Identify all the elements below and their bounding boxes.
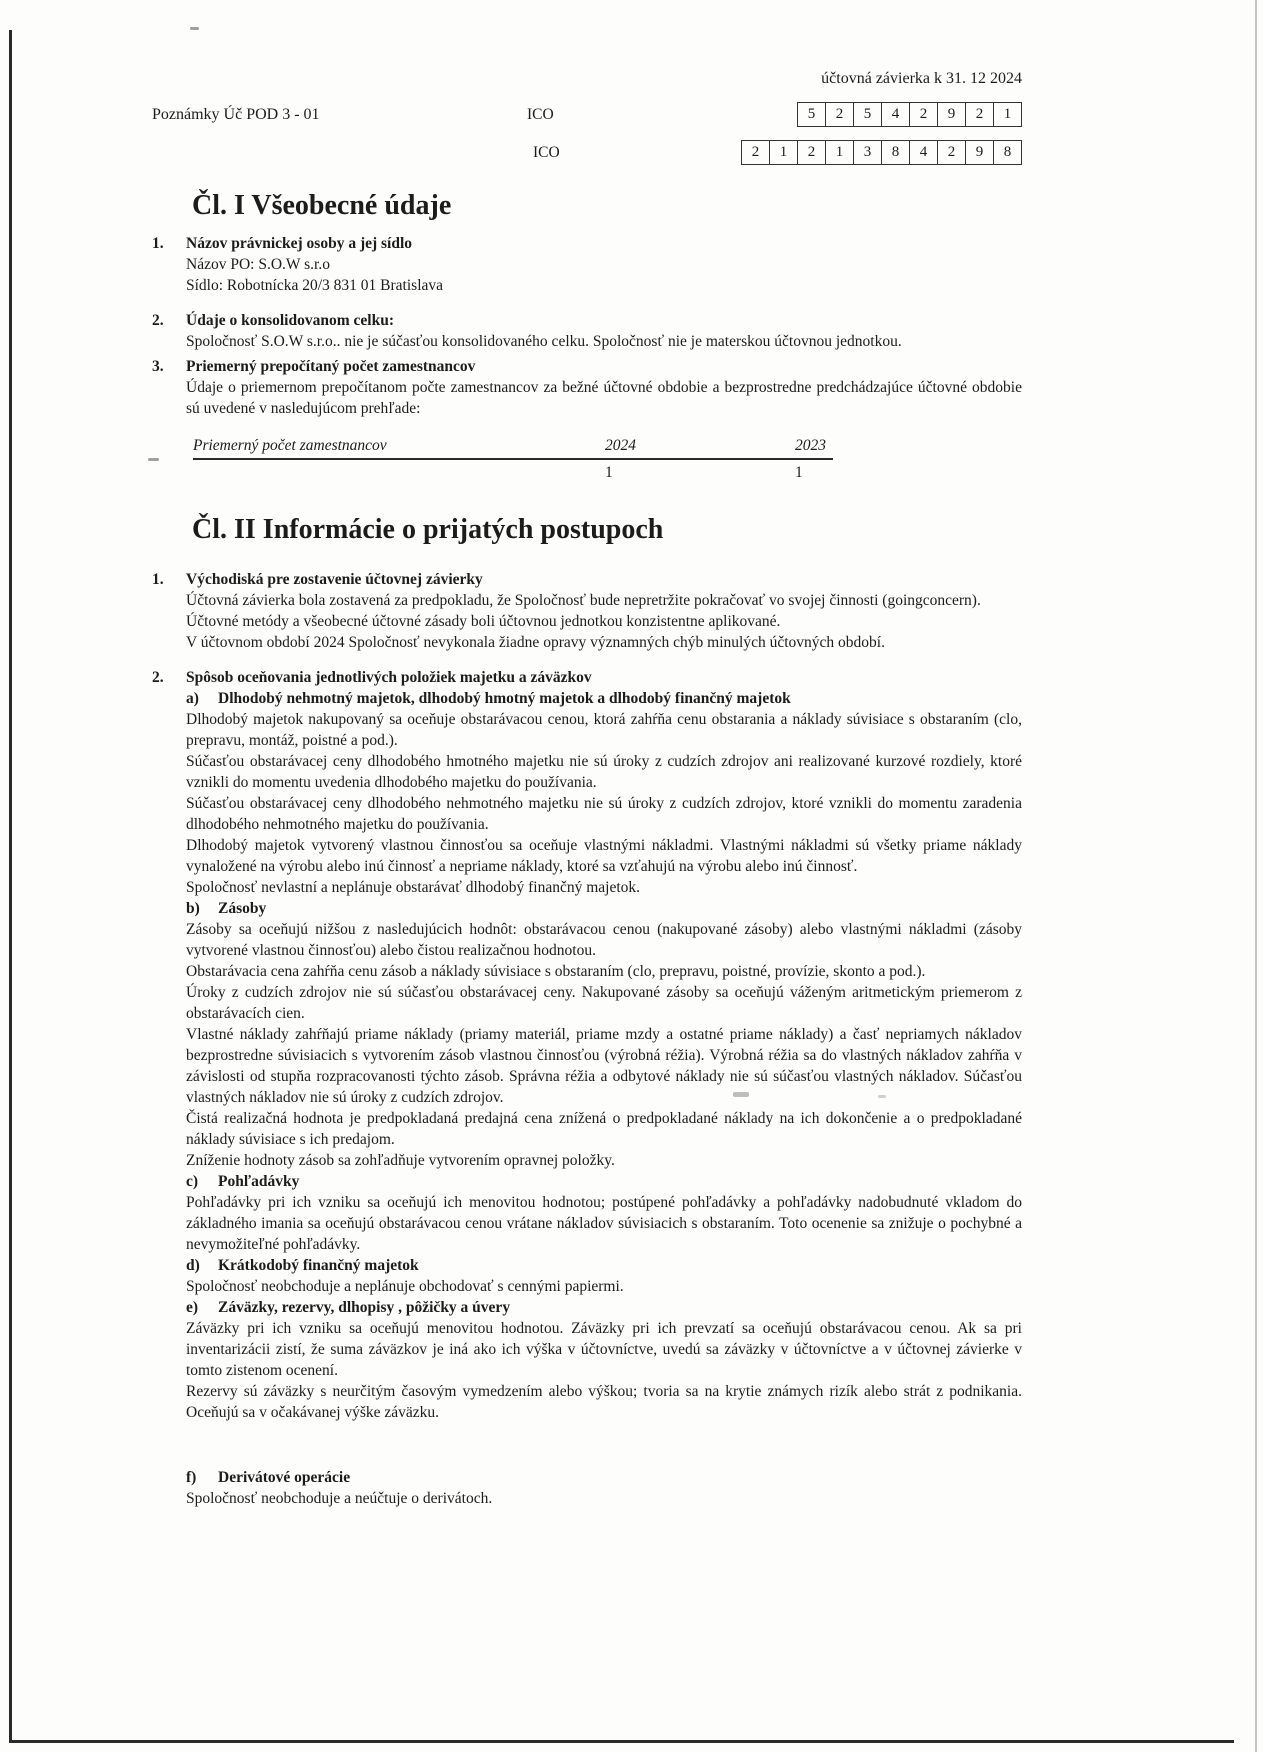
scan-edge-bottom — [9, 1740, 1234, 1743]
sub-item-label: e) — [186, 1299, 199, 1316]
employees-col-2024: 2024 — [605, 437, 636, 454]
ico-digit-cell: 9 — [938, 102, 966, 127]
ico-digit-cell: 1 — [826, 140, 854, 165]
sec2-item-1 — [152, 569, 1022, 653]
paragraph: Čistá realizačná hodnota je predpokladaná predajná cena znížená o predpokladané náklady na ich dokončenie a o predpokladané náklady súvisiace s ich predajom. — [186, 1110, 1022, 1148]
sub-item-d-heading — [186, 1255, 1022, 1276]
ico-digit-cell: 2 — [798, 140, 826, 165]
item-heading: Východiská pre zostavenie účtovnej závierky — [186, 571, 483, 588]
item-body — [186, 310, 1022, 352]
employees-table — [193, 435, 833, 483]
company-address-line: Sídlo: Robotnícka 20/3 831 01 Bratislava — [186, 277, 444, 294]
scan-edge-right — [1255, 0, 1257, 1752]
header-row-1 — [152, 102, 1022, 127]
paragraph: Súčasťou obstarávacej ceny dlhodobého nehmotného majetku nie sú úroky z cudzích zdrojov, ktoré vznikli do momentu zaradenia dlhodobého nehmotného majetku do používania. — [186, 795, 1022, 833]
ico-digit-cell: 8 — [994, 140, 1022, 165]
item-heading: Údaje o konsolidovanom celku: — [186, 312, 394, 329]
paragraph: Údaje o priemernom prepočítanom počte zamestnancov za bežné účtovné obdobie a bezprostredne predchádzajúce účtovné obdobie sú uvedené v nasledujúcom prehľade: — [186, 379, 1022, 417]
sec2-item-2 — [152, 667, 1022, 1509]
item-number: 2. — [152, 669, 164, 686]
paragraph: Spoločnosť nevlastní a neplánuje obstarávať dlhodobý finančný majetok. — [186, 879, 641, 896]
employees-value-2024: 1 — [605, 464, 613, 481]
ico-digit-cell: 3 — [854, 140, 882, 165]
scan-edge-left — [9, 30, 12, 1742]
ico-label-2: ICO — [533, 144, 560, 161]
ico-digit-cell: 2 — [938, 140, 966, 165]
sub-item-label: f) — [186, 1469, 197, 1486]
sub-item-f-heading — [186, 1467, 1022, 1488]
paragraph: Rezervy sú záväzky s neurčitým časovým vymedzením alebo výškou; tvoria sa na krytie známych rizík alebo strát z podnikania. Oceňujú sa v očakávanej výške záväzku. — [186, 1383, 1022, 1421]
employees-table-values — [193, 460, 833, 483]
item-number: 1. — [152, 235, 164, 252]
ico-label-1: ICO — [527, 106, 554, 123]
ico-cells-2 — [741, 140, 1022, 165]
header-row-2 — [152, 140, 1022, 165]
paragraph: Spoločnosť neobchoduje a neplánuje obchodovať s cennými papiermi. — [186, 1278, 624, 1295]
employees-col-label: Priemerný počet zamestnancov — [193, 437, 387, 454]
scan-artifact — [190, 27, 199, 30]
sub-item-title: Derivátové operácie — [218, 1469, 351, 1486]
sec1-item-3 — [152, 356, 1022, 419]
employees-value-spacer — [193, 462, 605, 483]
ico-digit-cell: 2 — [741, 140, 770, 165]
paragraph: Dlhodobý majetok nakupovaný sa oceňuje obstarávacou cenou, ktorá zahŕňa cenu obstarania a náklady súvisiace s obstaraním (clo, prepravu, montáž, poistné a pod.). — [186, 711, 1022, 749]
sub-item-title: Záväzky, rezervy, dlhopisy , pôžičky a úvery — [218, 1299, 511, 1316]
sub-item-label: a) — [186, 690, 199, 707]
item-body — [186, 233, 1022, 296]
ico-digit-cell: 2 — [966, 102, 994, 127]
paragraph: Dlhodobý majetok vytvorený vlastnou činnosťou sa oceňuje vlastnými nákladmi. Vlastnými nákladmi sú všetky priame náklady vynaložené na výrobu alebo inú činnosť a nepriame náklady, ktoré sa vzťahujú na výrobu alebo inú činnosť. — [186, 837, 1022, 875]
ico-cells-1 — [797, 102, 1022, 127]
sub-item-title: Dlhodobý nehmotný majetok, dlhodobý hmotný majetok a dlhodobý finančný majetok — [218, 690, 791, 707]
sub-item-b-heading — [186, 898, 1022, 919]
ico-digit-cell: 5 — [854, 102, 882, 127]
item-body — [186, 667, 1022, 1509]
item-body — [186, 569, 1022, 653]
ico-digit-cell: 2 — [826, 102, 854, 127]
ico-digit-cell: 9 — [966, 140, 994, 165]
sec1-item-2 — [152, 310, 1022, 352]
paragraph: Pohľadávky pri ich vzniku sa oceňujú ich menovitou hodnotou; postúpené pohľadávky a pohľadávky nadobudnuté vkladom do základného imania sa oceňujú obstarávacou cenou vrátane nákladov súvisiacich s obstaraním. Toto ocenenie sa znižuje o pochybné a nevymožiteľné pohľadávky. — [186, 1194, 1022, 1253]
ico-digit-cell: 8 — [882, 140, 910, 165]
item-heading: Spôsob oceňovania jednotlivých položiek majetku a záväzkov — [186, 669, 592, 686]
paragraph: Záväzky pri ich vzniku sa oceňujú menovitou hodnotou. Záväzky pri ich prevzatí sa oceňujú obstarávacou cenou. Ak sa pri inventarizácii zistí, že suma záväzkov je iná ako ich výška v účtovníctve, uvedú sa záväzky v účtovníctve a v účtovnej závierke v tomto zistenom ocenení. — [186, 1320, 1022, 1379]
sub-item-c-heading — [186, 1171, 1022, 1192]
item-number: 1. — [152, 571, 164, 588]
ico-digit-cell: 1 — [770, 140, 798, 165]
ico-digit-cell: 4 — [882, 102, 910, 127]
item-number: 2. — [152, 312, 164, 329]
paragraph: Spoločnosť S.O.W s.r.o.. nie je súčasťou konsolidovaného celku. Spoločnosť nie je materskou účtovnou jednotkou. — [186, 333, 902, 350]
paragraph: Účtovné metódy a všeobecné účtovné zásady boli účtovnou jednotkou konzistentne aplikované. — [186, 613, 781, 630]
paragraph: Zásoby sa oceňujú nižšou z nasledujúcich hodnôt: obstarávacou cenou (nakupované zásoby) alebo vlastnými nákladmi (zásoby vytvorené vlastnou činnosťou) alebo čistou realizačnou hodnotou. — [186, 921, 1022, 959]
item-number: 3. — [152, 358, 164, 375]
section-1-title: Čl. I Všeobecné údaje — [192, 190, 452, 221]
item-body — [186, 356, 1022, 419]
paragraph: Spoločnosť neobchoduje a neúčtuje o derivátoch. — [186, 1490, 493, 1507]
ico-digit-cell: 4 — [910, 140, 938, 165]
form-code: Poznámky Úč POD 3 - 01 — [152, 106, 320, 123]
employees-col-2023: 2023 — [795, 437, 826, 454]
sub-item-title: Zásoby — [218, 900, 267, 917]
sub-item-title: Pohľadávky — [218, 1173, 300, 1190]
ico-digit-cell: 1 — [994, 102, 1022, 127]
sec1-item-1 — [152, 233, 1022, 296]
ico-digit-cell: 2 — [910, 102, 938, 127]
item-heading: Názov právnickej osoby a jej sídlo — [186, 235, 413, 252]
closing-date-stamp: účtovná závierka k 31. 12 2024 — [821, 70, 1022, 87]
sub-item-a-heading — [186, 688, 1022, 709]
paragraph: Súčasťou obstarávacej ceny dlhodobého hmotného majetku nie sú úroky z cudzích zdrojov ani realizované kurzové rozdiely, ktoré vznikli do momentu uvedenia dlhodobého majetku do používania. — [186, 753, 1022, 791]
section-2-title: Čl. II Informácie o prijatých postupoch — [192, 514, 664, 545]
company-name-line: Názov PO: S.O.W s.r.o — [186, 256, 330, 273]
paragraph: Obstarávacia cena zahŕňa cenu zásob a náklady súvisiace s obstaraním (clo, prepravu, poistné, provízie, skonto a pod.). — [186, 963, 926, 980]
sub-item-label: b) — [186, 900, 200, 917]
item-heading: Priemerný prepočítaný počet zamestnancov — [186, 358, 476, 375]
employees-value-2023: 1 — [795, 464, 803, 481]
employees-table-header — [193, 435, 833, 460]
sub-item-label: c) — [186, 1173, 199, 1190]
paragraph: Účtovná závierka bola zostavená za predpokladu, že Spoločnosť bude nepretržite pokračovať vo svojej činnosti (goingconcern). — [186, 592, 981, 609]
page-content — [152, 68, 1022, 1509]
ico-digit-cell: 5 — [797, 102, 826, 127]
paragraph: V účtovnom období 2024 Spoločnosť nevykonala žiadne opravy významných chýb minulých účtovných období. — [186, 634, 885, 651]
sub-item-title: Krátkodobý finančný majetok — [218, 1257, 419, 1274]
paragraph: Zníženie hodnoty zásob sa zohľadňuje vytvorením opravnej položky. — [186, 1152, 615, 1169]
sub-item-e-heading — [186, 1297, 1022, 1318]
paragraph: Vlastné náklady zahŕňajú priame náklady (priamy materiál, priame mzdy a ostatné priame náklady) a časť nepriamych nákladov bezprostredne súvisiacich s vytvorením zásob vlastnou činnosťou (výrobná réžia). Výrobná réžia sa do vlastných nákladov zahŕňa v závislosti od stupňa rozpracovanosti týchto zásob. Správna réžia a odbytové náklady nie sú súčasťou vlastných nákladov. Súčasťou vlastných nákladov nie sú úroky z cudzích zdrojov. — [186, 1026, 1022, 1106]
sub-item-label: d) — [186, 1257, 200, 1274]
paragraph: Úroky z cudzích zdrojov nie sú súčasťou obstarávacej ceny. Nakupované zásoby sa oceňujú váženým aritmetickým priemerom z obstarávacích cien. — [186, 984, 1022, 1022]
